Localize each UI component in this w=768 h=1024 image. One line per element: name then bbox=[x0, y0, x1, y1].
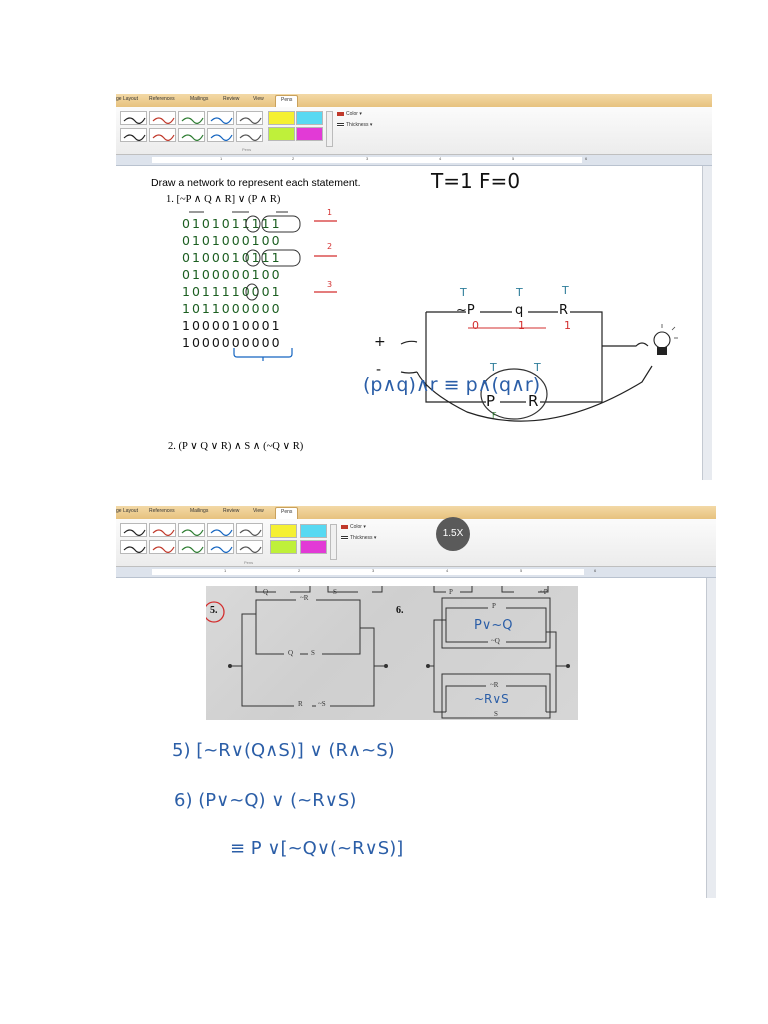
circuit-top-label: T bbox=[516, 286, 523, 299]
tab-view[interactable]: View bbox=[253, 96, 264, 102]
word-window-2 bbox=[116, 506, 716, 898]
pen-style-button[interactable] bbox=[178, 128, 205, 142]
tab-pens[interactable]: Pens bbox=[275, 95, 298, 109]
truth-row: 0100010111 bbox=[182, 250, 282, 265]
ruler-number: 2 bbox=[292, 156, 295, 161]
circuit-node-q: q bbox=[515, 303, 524, 318]
row-mark-3: 3 bbox=[327, 280, 333, 289]
fig6-label: ~Q bbox=[491, 637, 500, 645]
ribbon-tab-bar bbox=[116, 94, 712, 108]
fig6-fragment: P bbox=[449, 588, 453, 596]
circuit-node-not-p: ~P bbox=[456, 303, 475, 318]
fig5-label: ~S bbox=[318, 700, 326, 708]
truth-row: 0101011111 bbox=[182, 216, 282, 231]
color-swatch bbox=[341, 525, 348, 529]
ruler-number: 5 bbox=[520, 568, 523, 573]
fig6-fragment: ~P bbox=[540, 588, 548, 596]
fig6-label: S bbox=[494, 710, 498, 718]
pen-style-button[interactable] bbox=[178, 523, 205, 537]
ribbon-tab-bar bbox=[116, 506, 716, 520]
circuit-bottom-label: T bbox=[534, 361, 541, 374]
thickness-icon bbox=[341, 536, 348, 540]
tab-references[interactable]: References bbox=[149, 96, 175, 102]
bulb-icon bbox=[654, 324, 678, 355]
ruler-number: 5 bbox=[512, 156, 515, 161]
truth-row: 1000000000 bbox=[182, 335, 282, 350]
pen-style-button[interactable] bbox=[236, 128, 263, 142]
pen-style-button[interactable] bbox=[149, 523, 176, 537]
pen-style-button[interactable] bbox=[236, 523, 263, 537]
truth-row: 1000010001 bbox=[182, 318, 282, 333]
circuit-node-r: R bbox=[559, 303, 569, 318]
highlighter-green[interactable] bbox=[270, 540, 297, 554]
ink-circle bbox=[262, 250, 300, 266]
page1-ink-layer bbox=[116, 166, 702, 480]
document-page-1[interactable] bbox=[116, 166, 702, 480]
word-window-1 bbox=[116, 94, 712, 480]
pen-style-button[interactable] bbox=[236, 111, 263, 125]
circuit-wire bbox=[401, 341, 417, 344]
circuit-plus: + bbox=[374, 334, 386, 350]
equivalence-note: (p∧q)∧r ≡ p∧(q∧r) bbox=[363, 374, 541, 396]
horizontal-ruler[interactable] bbox=[116, 567, 716, 578]
fig5-fragment: Q bbox=[263, 588, 269, 596]
fig5-label: R bbox=[298, 700, 303, 708]
photo-circuit-figures bbox=[206, 586, 578, 720]
ink-circle bbox=[246, 284, 258, 300]
circuit-value: 1 bbox=[518, 319, 525, 332]
circuit-node-p: P bbox=[486, 392, 496, 410]
tab-page-layout[interactable]: ge Layout bbox=[116, 96, 138, 102]
highlighter-yellow[interactable] bbox=[270, 524, 297, 538]
ruler-number: 4 bbox=[439, 156, 442, 161]
tab-page-layout[interactable]: ge Layout bbox=[116, 508, 138, 514]
tf-note: T=1 F=0 bbox=[431, 169, 521, 193]
pen-style-button[interactable] bbox=[120, 111, 147, 125]
color-swatch bbox=[337, 112, 344, 116]
photo-wire bbox=[242, 666, 374, 706]
pen-style-button[interactable] bbox=[149, 111, 176, 125]
ruler-number: 4 bbox=[446, 568, 449, 573]
fig5-label: S bbox=[311, 649, 315, 657]
answer-5: 5) [~R∨(Q∧S)] ∨ (R∧~S) bbox=[172, 740, 395, 761]
tab-mailings[interactable]: Mailings bbox=[190, 508, 209, 514]
ribbon-pens bbox=[116, 519, 716, 567]
answer-6-equiv: ≡ P ∨[~Q∨(~R∨S)] bbox=[230, 838, 404, 859]
fig5-number: 5. bbox=[210, 605, 218, 616]
tab-review[interactable]: Review bbox=[223, 96, 240, 102]
highlighter-yellow[interactable] bbox=[268, 111, 295, 125]
document-page-2[interactable] bbox=[116, 578, 706, 898]
circuit-bottom-label: T bbox=[490, 361, 497, 374]
ink-circle bbox=[246, 250, 260, 266]
fig5-label: Q bbox=[288, 649, 294, 657]
textbook-photo bbox=[206, 586, 578, 720]
ruler-number: 6 bbox=[585, 156, 588, 161]
fig6-number: 6. bbox=[396, 605, 404, 616]
ruler-number: 1 bbox=[224, 568, 227, 573]
ruler-number: 2 bbox=[298, 568, 301, 573]
fig5-label: ~R bbox=[300, 594, 309, 602]
ruler-number: 1 bbox=[220, 156, 223, 161]
row-mark-2: 2 bbox=[327, 242, 333, 251]
circuit-wire bbox=[602, 343, 648, 346]
ink-brace bbox=[234, 348, 292, 361]
pen-style-button[interactable] bbox=[120, 523, 147, 537]
tab-mailings[interactable]: Mailings bbox=[190, 96, 209, 102]
gallery-scroll[interactable] bbox=[326, 111, 333, 147]
pen-style-button[interactable] bbox=[236, 540, 263, 554]
fig6-label: P bbox=[492, 602, 496, 610]
tab-view[interactable]: View bbox=[253, 508, 264, 514]
highlighter-magenta[interactable] bbox=[300, 540, 327, 554]
tab-references[interactable]: References bbox=[149, 508, 175, 514]
pen-style-button[interactable] bbox=[178, 111, 205, 125]
ruler-number: 6 bbox=[594, 568, 597, 573]
pen-style-button[interactable] bbox=[207, 111, 234, 125]
ruler-number: 3 bbox=[366, 156, 369, 161]
gallery-scroll[interactable] bbox=[330, 524, 337, 560]
problem-1: 1. [~P ∧ Q ∧ R] ∨ (P ∧ R) bbox=[166, 194, 281, 205]
photo-wire bbox=[256, 600, 386, 666]
thickness-dropdown[interactable]: Thickness ▾ bbox=[337, 122, 372, 128]
highlighter-green[interactable] bbox=[268, 127, 295, 141]
pen-style-button[interactable] bbox=[149, 128, 176, 142]
circuit-wire bbox=[570, 312, 602, 402]
pen-style-button[interactable] bbox=[120, 540, 147, 554]
tab-pens[interactable]: Pens bbox=[275, 507, 298, 521]
pen-style-button[interactable] bbox=[207, 128, 234, 142]
truth-row: 1011110001 bbox=[182, 284, 282, 299]
highlighter-cyan[interactable] bbox=[300, 524, 327, 538]
fig6-blue-note: ~R∨S bbox=[474, 692, 509, 706]
circuit-node-r2: R bbox=[528, 392, 539, 410]
thickness-label: Thickness bbox=[346, 122, 369, 128]
pens-group-label: Pens bbox=[242, 147, 252, 152]
circuit-top-label: T bbox=[460, 286, 467, 299]
truth-row: 0100000100 bbox=[182, 267, 282, 282]
vertical-scrollbar[interactable] bbox=[706, 578, 716, 898]
instruction-text: Draw a network to represent each statement. bbox=[151, 177, 361, 189]
highlighter-cyan[interactable] bbox=[296, 111, 323, 125]
truth-row: 0101000100 bbox=[182, 233, 282, 248]
color-dropdown[interactable]: Color ▾ bbox=[341, 524, 366, 530]
circuit-minus: - bbox=[376, 362, 382, 378]
color-dropdown[interactable]: Color ▾ bbox=[337, 111, 362, 117]
fig6-blue-note: P∨~Q bbox=[474, 618, 513, 633]
horizontal-ruler[interactable] bbox=[116, 155, 712, 166]
ink-circle bbox=[262, 216, 300, 232]
ink-circle bbox=[246, 216, 260, 232]
circuit-value: 0 bbox=[472, 319, 479, 332]
pen-style-button[interactable] bbox=[207, 523, 234, 537]
color-label: Color bbox=[350, 524, 362, 530]
pen-style-button[interactable] bbox=[207, 540, 234, 554]
pen-style-button[interactable] bbox=[120, 128, 147, 142]
answer-6: 6) (P∨~Q) ∨ (~R∨S) bbox=[174, 790, 357, 811]
row-mark-1: 1 bbox=[327, 208, 333, 217]
photo-wire bbox=[428, 620, 446, 712]
vertical-scrollbar[interactable] bbox=[702, 166, 712, 480]
pen-style-button[interactable] bbox=[149, 540, 176, 554]
color-label: Color bbox=[346, 111, 358, 117]
ruler-number: 3 bbox=[372, 568, 375, 573]
thickness-label: Thickness bbox=[350, 535, 373, 541]
pen-style-button[interactable] bbox=[178, 540, 205, 554]
highlighter-magenta[interactable] bbox=[296, 127, 323, 141]
ribbon-pens bbox=[116, 107, 712, 155]
problem-2: 2. (P ∨ Q ∨ R) ∧ S ∧ (~Q ∨ R) bbox=[168, 441, 304, 452]
circuit-value: 1 bbox=[564, 319, 571, 332]
thickness-dropdown[interactable]: Thickness ▾ bbox=[341, 535, 376, 541]
pens-group-label: Pens bbox=[244, 560, 254, 565]
fig5-fragment: S bbox=[333, 588, 337, 596]
tab-review[interactable]: Review bbox=[223, 508, 240, 514]
truth-row: 1011000000 bbox=[182, 301, 282, 316]
thickness-icon bbox=[337, 123, 344, 127]
circuit-wire bbox=[401, 372, 417, 373]
fig6-label: ~R bbox=[490, 681, 499, 689]
circuit-top-label: T bbox=[562, 284, 569, 297]
photo-wire bbox=[256, 586, 382, 592]
playback-speed-badge[interactable]: 1.5X bbox=[436, 517, 470, 551]
circuit-f-mark: F bbox=[492, 411, 497, 420]
